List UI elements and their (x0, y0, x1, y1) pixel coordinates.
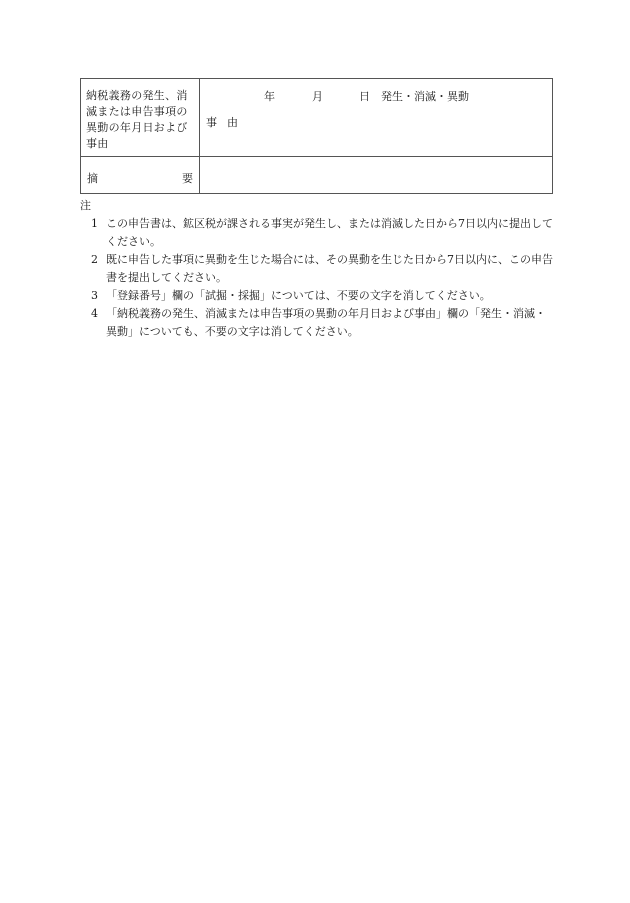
reason-line (200, 114, 552, 130)
summary-label-cell (81, 157, 200, 194)
summary-row (81, 157, 553, 194)
year-label: 年 (264, 90, 275, 103)
note-item (80, 215, 555, 251)
note-number: 4 (91, 307, 98, 320)
declaration-form-table (80, 78, 553, 194)
event-date-value-cell[interactable] (200, 79, 553, 157)
status-options[interactable]: 発生・消滅・異動 (381, 90, 469, 103)
notes-heading: 注 (80, 199, 91, 212)
note-item (80, 305, 555, 341)
month-label: 月 (312, 90, 323, 103)
summary-label (81, 157, 199, 193)
event-date-row (81, 79, 553, 157)
event-date-label: 納税義務の発生、消滅または申告事項の異動の年月日および事由 (86, 89, 188, 150)
event-date-label-cell (81, 79, 200, 157)
note-item (80, 287, 555, 305)
note-item (80, 251, 555, 287)
reason-label: 事由 (206, 116, 248, 129)
note-text: 「納税義務の発生、消滅または申告事項の異動の年月日および事由」欄の「発生・消滅・異動」についても、不要の文字は消してください。 (106, 307, 546, 338)
summary-value-cell[interactable] (200, 157, 553, 194)
summary-label-right: 要 (182, 172, 193, 185)
note-text: 「登録番号」欄の「試掘・採掘」については、不要の文字を消してください。 (106, 289, 491, 302)
notes-section (80, 197, 555, 341)
note-text: 既に申告した事項に異動を生じた場合には、その異動を生じた日から7日以内に、この申告書を提出してください。 (106, 253, 553, 284)
summary-label-left: 摘 (87, 172, 98, 185)
date-line (200, 79, 552, 109)
day-label: 日 (359, 90, 370, 103)
note-number: 3 (91, 289, 98, 302)
note-number: 1 (91, 217, 98, 230)
note-number: 2 (91, 253, 98, 266)
note-text: この申告書は、鉱区税が課される事実が発生し、または消滅した日から7日以内に提出してください。 (106, 217, 553, 248)
